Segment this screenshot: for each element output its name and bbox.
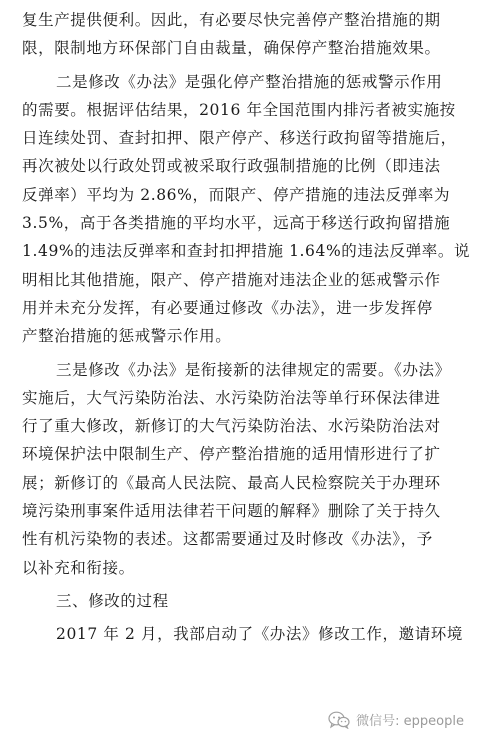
text-line: 境污染刑事案件适用法律若干问题的解释》删除了关于持久 bbox=[22, 502, 441, 521]
text-line: 行了重大修改，新修订的大气污染防治法、水污染防治法对 bbox=[22, 417, 441, 436]
section-heading: 三、修改的过程 bbox=[56, 591, 169, 610]
paragraph-start-line: 三是修改《办法》是衔接新的法律规定的需要。《办法》 bbox=[56, 360, 451, 379]
text-line: 以补充和衔接。 bbox=[22, 558, 135, 577]
text-line: 产整治措施的惩戒警示作用。 bbox=[22, 327, 232, 346]
text-line: 环境保护法中限制生产、停产整治措施的适用情形进行了扩 bbox=[22, 445, 441, 464]
text-line: 3.5%，高于各类措施的平均水平，远高于移送行政拘留措施 bbox=[22, 214, 451, 233]
text-line: 展；新修订的《最高人民法院、最高人民检察院关于办理环 bbox=[22, 473, 441, 492]
paragraph-start-line: 二是修改《办法》是强化停产整治措施的惩戒警示作用 bbox=[56, 72, 443, 91]
text-line: 再次被处以行政处罚或被采取行政强制措施的比例（即违法 bbox=[22, 157, 441, 176]
document-body bbox=[22, 6, 471, 649]
paragraph-start-line: 2017 年 2 月，我部启动了《办法》修改工作，邀请环境 bbox=[56, 625, 463, 644]
text-line: 用并未充分发挥，有必要通过修改《办法》，进一步发挥停 bbox=[22, 298, 433, 317]
text-line: 反弹率）平均为 2.86%，而限产、停产措施的违法反弹率为 bbox=[22, 185, 451, 204]
text-line: 性有机污染物的表述。这都需要通过及时修改《办法》，予 bbox=[22, 530, 433, 549]
wechat-icon bbox=[328, 711, 350, 729]
watermark-label: 微信号: eppeople bbox=[356, 714, 464, 729]
text-line: 1.49%的违法反弹率和查封扣押措施 1.64%的违法反弹率。说 bbox=[22, 242, 471, 261]
text-line: 的需要。根据评估结果，2016 年全国范围内排污者被实施按 bbox=[22, 100, 456, 119]
text-line: 复生产提供便利。因此，有必要尽快完善停产整治措施的期 bbox=[22, 11, 441, 29]
wechat-watermark bbox=[328, 710, 464, 729]
text-line: 日连续处罚、查封扣押、限产停产、移送行政拘留等措施后， bbox=[22, 129, 457, 148]
text-line: 实施后，大气污染防治法、水污染防治法等单行环保法律进 bbox=[22, 388, 441, 407]
text-line: 明相比其他措施，限产、停产措施对违法企业的惩戒警示作 bbox=[22, 270, 441, 289]
text-line: 限，限制地方环保部门自由裁量，确保停产整治措施效果。 bbox=[22, 39, 441, 58]
